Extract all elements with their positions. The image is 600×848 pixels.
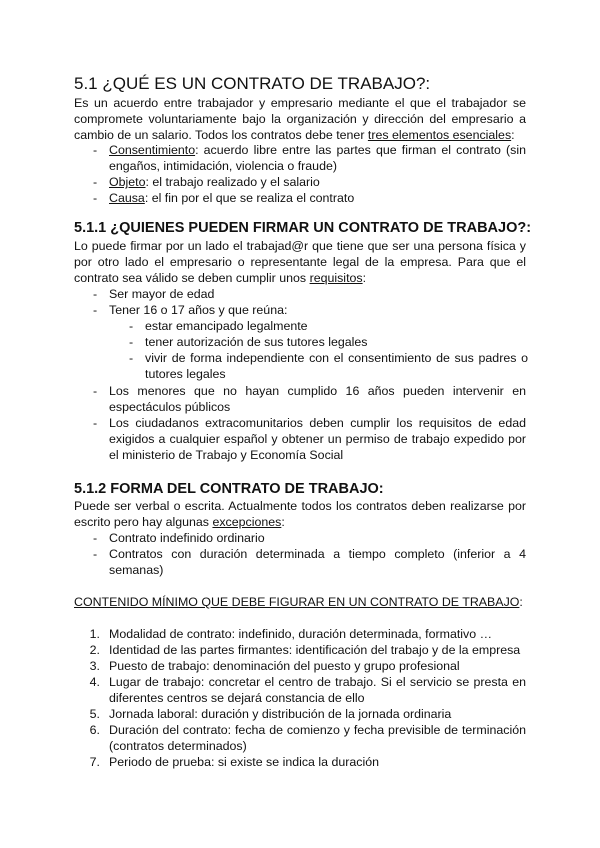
list-number: 7.	[89, 755, 100, 769]
bullet-dash: -	[129, 351, 134, 365]
bullet-dash: -	[93, 547, 98, 561]
bullet-dash: -	[93, 191, 98, 205]
numbered-item: Lugar de trabajo: concretar el centro de trabajo. Si el servicio se presta en diferentes centros se dejará constancia de ello	[109, 675, 526, 705]
list-number: 3.	[89, 659, 100, 673]
numbered-item: Jornada laboral: duración y distribución de la jornada ordinaria	[109, 707, 452, 721]
list-number: 4.	[89, 675, 100, 689]
sub-list-item: vivir de forma independiente con el consentimiento de sus padres o tutores legales	[145, 351, 528, 381]
bullet-dash: -	[93, 303, 98, 317]
list-item: Consentimiento: acuerdo libre entre las partes que firman el contrato (sin engaños, intimidación, violencia o fraude)	[109, 143, 526, 173]
section-title-5-1: 5.1 ¿QUÉ ES UN CONTRATO DE TRABAJO?:	[74, 74, 431, 93]
numbered-item: Identidad de las partes firmantes: identificación del trabajo y de la empresa	[109, 643, 521, 657]
contenido-heading: CONTENIDO MÍNIMO QUE DEBE FIGURAR EN UN CONTRATO DE TRABAJO:	[74, 595, 523, 609]
bullet-dash: -	[93, 287, 98, 301]
bullet-dash: -	[93, 143, 98, 157]
numbered-item: Puesto de trabajo: denominación del puesto y grupo profesional	[109, 659, 460, 673]
list-item: Los ciudadanos extracomunitarios deben cumplir los requisitos de edad exigidos a cualquier español y obtener un permiso de trabajo expedido por el ministerio de Trabajo y Economía Social	[109, 416, 526, 462]
list-item: Causa: el fin por el que se realiza el contrato	[109, 191, 355, 205]
bullet-dash: -	[93, 175, 98, 189]
list-number: 5.	[89, 707, 100, 721]
bullet-dash: -	[93, 416, 98, 430]
list-item: Tener 16 o 17 años y que reúna:	[109, 303, 288, 317]
list-item: Contrato indefinido ordinario	[109, 531, 265, 545]
list-item: Ser mayor de edad	[109, 287, 215, 301]
section-intro-5-1-2: Puede ser verbal o escrita. Actualmente todos los contratos deben realizarse por escrito pero hay algunas excepciones:	[74, 499, 526, 529]
bullet-dash: -	[93, 384, 98, 398]
list-number: 2.	[89, 643, 100, 657]
section-title-5-1-1: 5.1.1 ¿QUIENES PUEDEN FIRMAR UN CONTRATO DE TRABAJO?:	[74, 220, 532, 236]
bullet-dash: -	[129, 335, 134, 349]
section-title-5-1-2: 5.1.2 FORMA DEL CONTRATO DE TRABAJO:	[74, 481, 384, 497]
sub-list-item: estar emancipado legalmente	[145, 319, 308, 333]
list-item: Los menores que no hayan cumplido 16 años pueden intervenir en espectáculos públicos	[109, 384, 526, 414]
bullet-dash: -	[129, 319, 134, 333]
numbered-item: Periodo de prueba: si existe se indica la duración	[109, 755, 380, 769]
sub-list-item: tener autorización de sus tutores legales	[145, 335, 368, 349]
list-item: Objeto: el trabajo realizado y el salario	[109, 175, 320, 189]
list-item: Contratos con duración determinada a tiempo completo (inferior a 4 semanas)	[109, 547, 526, 577]
bullet-dash: -	[93, 531, 98, 545]
section-intro-5-1-1: Lo puede firmar por un lado el trabajad@r que tiene que ser una persona física y por otro lado el empresario o representante legal de la empresa. Para que el contrato sea válido se deben cumplir unos requisitos:	[74, 239, 526, 285]
list-number: 6.	[89, 723, 100, 737]
numbered-item: Duración del contrato: fecha de comienzo y fecha previsible de terminación (contratos determinados)	[109, 723, 526, 753]
section-intro-5-1: Es un acuerdo entre trabajador y empresario mediante el que el trabajador se compromete voluntariamente bajo la organización y dirección del empresario a cambio de un salario. Todos los contratos debe tener tres elementos esenciales:	[74, 96, 526, 142]
numbered-item: Modalidad de contrato: indefinido, duración determinada, formativo …	[109, 627, 492, 641]
list-number: 1.	[89, 627, 100, 641]
